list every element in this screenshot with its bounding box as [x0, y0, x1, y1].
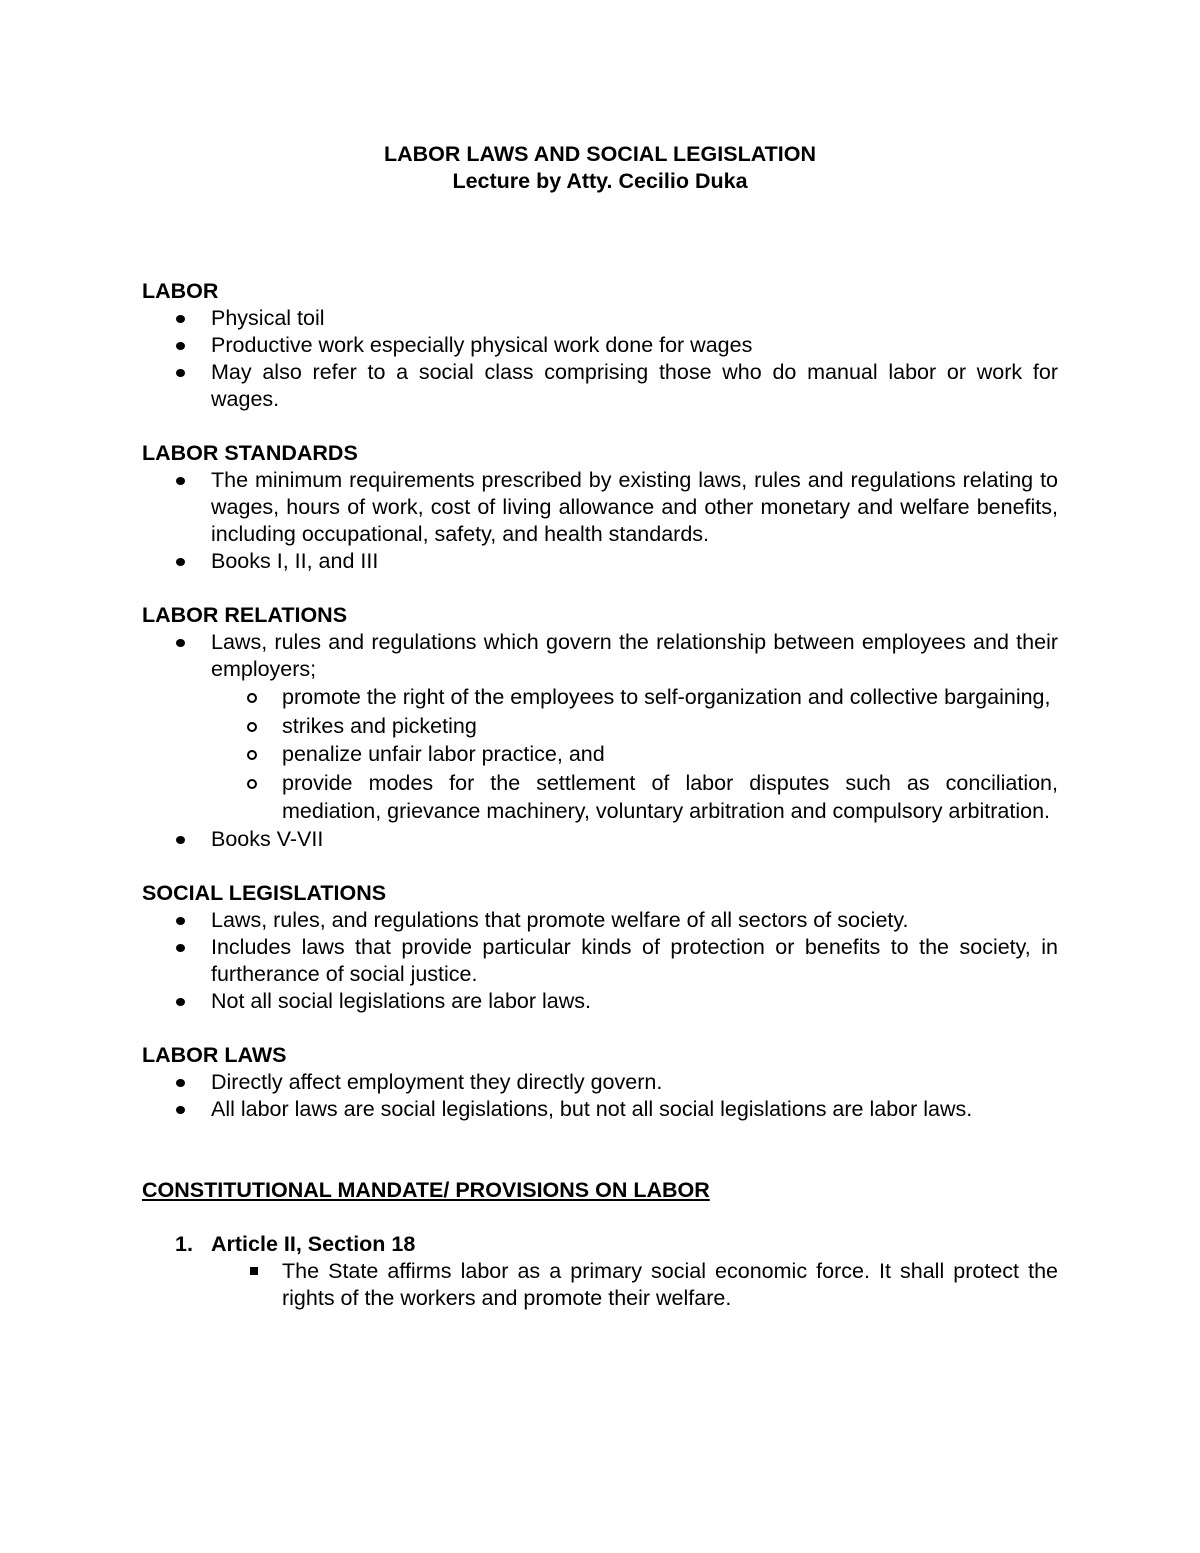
- bullet-icon: [176, 998, 185, 1006]
- section-labor-relations: [142, 602, 1058, 853]
- section-constitutional-mandate: [142, 1177, 1058, 1312]
- list-item: Laws, rules and regulations which govern the relationship between employees and their employers; promote the right of the employees to self-organization and collective bargaining, strikes and picketing penalize unfair labor practice, and provide modes for the settlement of labor disputes such as conciliation, mediation, grievance machinery, voluntary arbitration and compulsory arbitration.: [142, 629, 1058, 826]
- bullet-icon: [176, 369, 185, 377]
- bullet-icon: [176, 944, 185, 952]
- title-block: [142, 141, 1058, 195]
- bullet-icon: [176, 1106, 185, 1114]
- article-title: Article II, Section 18: [211, 1231, 416, 1256]
- section-heading: LABOR LAWS: [142, 1042, 287, 1067]
- bullet-icon: [176, 639, 185, 647]
- sub-list-item: promote the right of the employees to self-organization and collective bargaining,: [211, 683, 1058, 712]
- square-bullet-icon: [250, 1267, 258, 1275]
- section-social-legislations: [142, 880, 1058, 1015]
- bullet-icon: [176, 315, 185, 323]
- section-labor-laws: [142, 1042, 1058, 1123]
- article-point: The State affirms labor as a primary social economic force. It shall protect the rights of the workers and promote their welfare.: [142, 1258, 1058, 1312]
- sub-list-item: penalize unfair labor practice, and: [211, 740, 1058, 769]
- list-item: Directly affect employment they directly govern.: [142, 1069, 1058, 1096]
- circle-bullet-icon: [247, 750, 257, 760]
- list-item: Includes laws that provide particular kinds of protection or benefits to the society, in furtherance of social justice.: [142, 934, 1058, 988]
- list-item: Laws, rules, and regulations that promote welfare of all sectors of society.: [142, 907, 1058, 934]
- list-item: Productive work especially physical work done for wages: [142, 332, 1058, 359]
- section-labor: [142, 278, 1058, 413]
- list-item: All labor laws are social legislations, but not all social legislations are labor laws.: [142, 1096, 1058, 1123]
- list-item: Books I, II, and III: [142, 548, 1058, 575]
- section-heading: LABOR: [142, 279, 219, 303]
- circle-bullet-icon: [247, 779, 257, 789]
- sub-list-item: strikes and picketing: [211, 712, 1058, 741]
- list-item: The minimum requirements prescribed by existing laws, rules and regulations relating to wages, hours of work, cost of living allowance and other monetary and welfare benefits, including occupational, safety, and health standards.: [142, 467, 1058, 548]
- bullet-icon: [176, 1079, 185, 1087]
- article-heading: [142, 1231, 1058, 1258]
- circle-bullet-icon: [247, 722, 257, 732]
- section-heading: LABOR RELATIONS: [142, 603, 348, 627]
- document-page: [142, 141, 1058, 1312]
- section-heading: SOCIAL LEGISLATIONS: [142, 880, 387, 905]
- document-title: LABOR LAWS AND SOCIAL LEGISLATION: [384, 142, 816, 166]
- list-item: May also refer to a social class comprising those who do manual labor or work for wages.: [142, 359, 1058, 413]
- constitutional-heading: CONSTITUTIONAL MANDATE/ PROVISIONS ON LABOR: [142, 1177, 710, 1202]
- list-item: Physical toil: [142, 305, 1058, 332]
- sub-list-item: provide modes for the settlement of labor disputes such as conciliation, mediation, grievance machinery, voluntary arbitration and compulsory arbitration.: [211, 769, 1058, 826]
- article-number: 1.: [175, 1231, 193, 1256]
- section-labor-standards: [142, 440, 1058, 575]
- list-item: Books V-VII: [142, 826, 1058, 853]
- bullet-icon: [176, 342, 185, 350]
- circle-bullet-icon: [247, 693, 257, 703]
- bullet-icon: [176, 836, 185, 844]
- bullet-icon: [176, 477, 185, 485]
- bullet-icon: [176, 558, 185, 566]
- list-item: Not all social legislations are labor laws.: [142, 988, 1058, 1015]
- document-subtitle: Lecture by Atty. Cecilio Duka: [452, 169, 748, 193]
- section-heading: LABOR STANDARDS: [142, 441, 358, 465]
- bullet-icon: [176, 917, 185, 925]
